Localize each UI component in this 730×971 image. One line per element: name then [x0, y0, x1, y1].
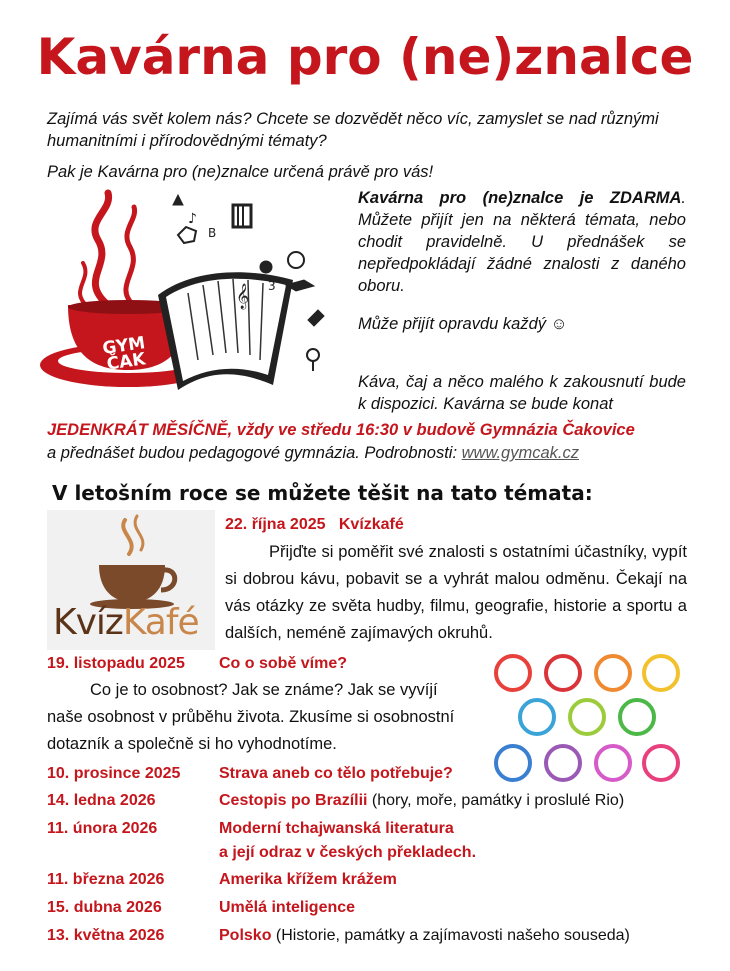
schedule-text: JEDENKRÁT MĚSÍČNĚ, vždy ve středu 16:30 v budově Gymnázia Čakovice — [47, 421, 635, 439]
event-7-date: 15. dubna 2026 — [47, 899, 162, 916]
event-2-line-2: naše osobnost v průběhu života. Zkusíme si osobnostní — [47, 708, 455, 726]
intro-line-2: humanitními i přírodovědnými tématy? — [47, 132, 327, 150]
kvizkafe-logo — [47, 510, 215, 650]
event-2-line-3: dotazník a společně si ho vyhodnotíme. — [47, 735, 337, 753]
event-7-name: Umělá inteligence — [219, 899, 356, 916]
event-2-date: 19. listopadu 2025 — [47, 655, 185, 672]
smile-face-icon — [494, 654, 532, 692]
laughing-face-icon — [642, 654, 680, 692]
happy-face-icon — [618, 698, 656, 736]
section-heading: V letošním roce se můžete těšit na tato témata: — [52, 481, 593, 505]
event-kvizkafe-name: Kvízkafé — [338, 516, 404, 533]
neutral-face-icon — [494, 744, 532, 782]
svg-text:3: 3 — [268, 279, 276, 293]
gymcak-logo-text: GYM ČAK — [101, 333, 147, 375]
intro-line-3: Pak je Kavárna pro (ne)znalce určená právě pro vás! — [47, 163, 434, 181]
event-6-name: Amerika křížem krážem — [219, 871, 397, 888]
svg-text:𝄞: 𝄞 — [236, 284, 250, 309]
free-info-rest: . Můžete přijít jen na některá témata, nebo chodit pravidelně. U přednášek se nepředpokládají žádné znalosti z daného oboru. — [358, 189, 686, 295]
event-8-date: 13. května 2026 — [47, 927, 165, 944]
event-3-name: Strava aneb co tělo potřebuje? — [219, 765, 453, 782]
kvizkafe-word-2: Kafé — [122, 602, 199, 643]
kvizkafe-word-1: Kvíz — [53, 602, 123, 643]
event-8-title — [219, 927, 630, 945]
lecturers-text: a přednášet budou pedagogové gymnázia. Podrobnosti: — [47, 444, 462, 462]
svg-text:♪: ♪ — [188, 211, 197, 227]
surprised-face-icon — [594, 654, 632, 692]
event-2-name: Co o sobě víme? — [219, 655, 348, 672]
lecturers-line — [47, 444, 579, 463]
event-4-title — [219, 792, 624, 810]
event-kvizkafe-date: 22. října 2025 — [225, 516, 326, 533]
svg-text:B: B — [208, 226, 217, 240]
event-6-date: 11. března 2026 — [47, 871, 165, 888]
calm-face-icon — [544, 744, 582, 782]
free-info-bold: Kavárna pro (ne)znalce je ZDARMA — [358, 189, 682, 207]
event-3-date: 10. prosince 2025 — [47, 765, 181, 782]
event-5-name: Moderní tchajwanská literatura — [219, 820, 454, 837]
event-4-date: 14. ledna 2026 — [47, 792, 156, 809]
worried-face-icon — [518, 698, 556, 736]
website-link[interactable]: www.gymcak.cz — [461, 444, 579, 462]
grin-face-icon — [594, 744, 632, 782]
event-kvizkafe-header — [225, 516, 404, 534]
event-8-note: (Historie, památky a zajímavosti našeho souseda) — [271, 927, 630, 944]
event-5-date: 11. února 2026 — [47, 820, 158, 837]
page-title: Kavárna pro (ne)znalce — [36, 28, 694, 86]
event-8-name: Polsko — [219, 927, 272, 944]
kvizkafe-wordmark — [53, 602, 199, 643]
event-kvizkafe-description: Přijďte si poměřit své znalosti s ostatními účastníky, vypít si dobrou kávu, pobavit se a vyhrát malou odměnu. Čekají na vás otázky ze světa hudby, filmu, geografie, historie a sportu a dalších, neméně zajímavých okruhů. — [225, 543, 687, 642]
confused-face-icon — [568, 698, 606, 736]
coffee-book-illustration — [38, 185, 358, 415]
content-face-icon — [642, 744, 680, 782]
sad-face-icon — [544, 654, 582, 692]
event-2-line-1: Co je to osobnost? Jak se známe? Jak se vyvíjí — [90, 681, 438, 699]
coffee-cup-icon — [47, 510, 215, 610]
event-4-note: (hory, moře, památky i proslulé Rio) — [367, 792, 625, 809]
intro-line-1: Zajímá vás svět kolem nás? Chcete se dozvědět něco víc, zamyslet se nad různými — [47, 110, 659, 128]
event-5-name-continued: a její odraz v českých překladech. — [219, 844, 477, 861]
free-info — [358, 187, 686, 297]
emoji-faces — [490, 652, 690, 787]
refreshments-text: Káva, čaj a něco malého k zakousnutí bude k dispozici. Kavárna se bude konat — [358, 373, 686, 413]
event-4-name: Cestopis po Brazílii — [219, 792, 368, 809]
anyone-text: Může přijít opravdu každý ☺ — [358, 315, 568, 333]
